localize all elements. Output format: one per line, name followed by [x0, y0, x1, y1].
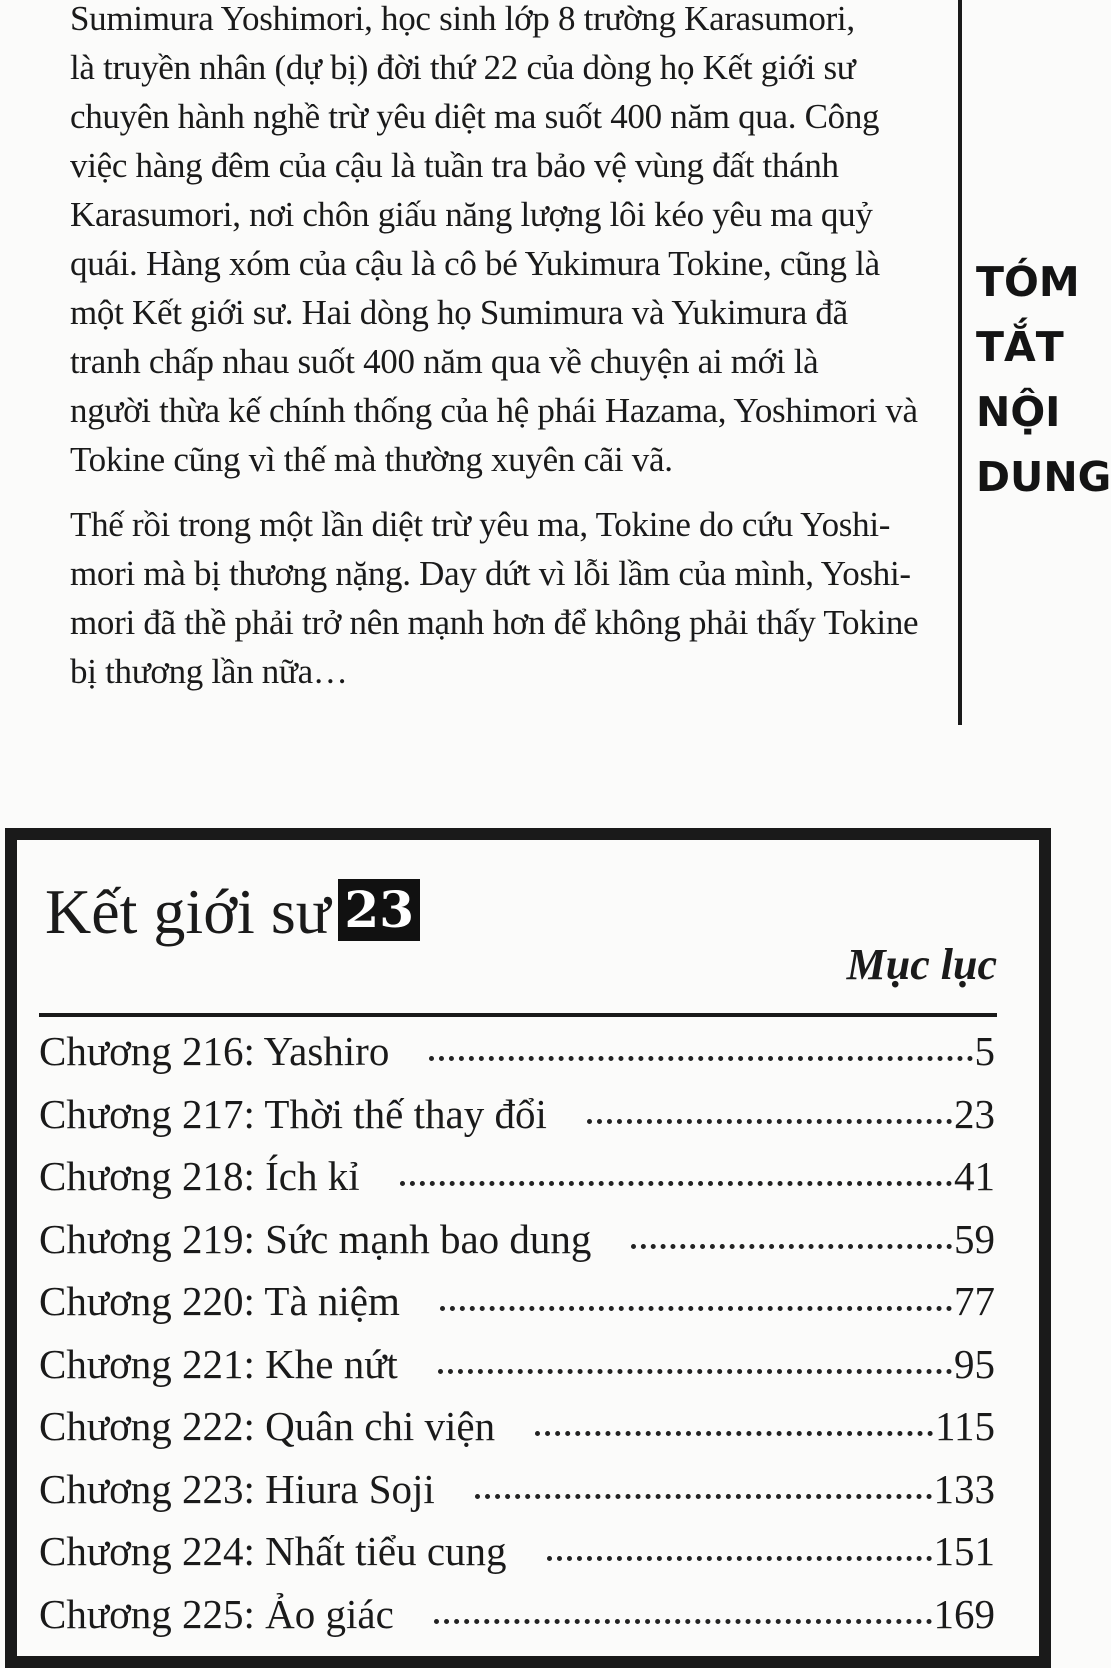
- page-number: 23: [954, 1090, 995, 1137]
- chapter-label: Chương 220: Tà niệm: [39, 1278, 400, 1324]
- synopsis-line: Tokine cũng vì thế mà thường xuyên cãi vã.: [70, 440, 673, 479]
- toc-row: [39, 1083, 995, 1146]
- page-number: 95: [954, 1340, 995, 1387]
- page-number: 169: [933, 1590, 995, 1637]
- toc-row: [39, 1020, 995, 1083]
- synopsis-line: Thế rồi trong một lần diệt trừ yêu ma, Tokine do cứu Yoshi-: [70, 505, 891, 544]
- synopsis-line: mori mà bị thương nặng. Day dứt vì lỗi lầm của mình, Yoshi-: [70, 554, 911, 593]
- page-number: 133: [933, 1465, 995, 1512]
- side-title: [976, 250, 1111, 510]
- toc-box: [5, 828, 1051, 1668]
- synopsis-line: chuyên hành nghề trừ yêu diệt ma suốt 400 năm qua. Công: [70, 97, 880, 136]
- page-number: 41: [954, 1153, 995, 1199]
- chapter-label: Chương 216: Yashiro: [39, 1028, 390, 1074]
- page-number: 115: [935, 1403, 995, 1449]
- dot-leader: [440, 1306, 952, 1311]
- synopsis-line: bị thương lần nữa…: [70, 652, 348, 691]
- chapter-label: Chương 218: Ích kỉ: [39, 1153, 360, 1199]
- dot-leader: [434, 1619, 932, 1624]
- toc-rule: [39, 1013, 997, 1017]
- toc-row: [39, 1333, 995, 1396]
- toc-row: [39, 1145, 995, 1208]
- dot-leader: [438, 1369, 952, 1374]
- synopsis-line: quái. Hàng xóm của cậu là cô bé Yukimura Tokine, cũng là: [70, 244, 880, 283]
- toc-row: [39, 1395, 995, 1458]
- page-number: 151: [933, 1528, 995, 1574]
- chapter-label: Chương 217: Thời thế thay đổi: [39, 1090, 547, 1137]
- synopsis-line: tranh chấp nhau suốt 400 năm qua về chuyện ai mới là: [70, 342, 819, 381]
- toc-heading: Mục lục: [846, 940, 997, 989]
- synopsis: [70, 0, 950, 696]
- dot-leader: [475, 1494, 932, 1499]
- chapter-label: Chương 221: Khe nứt: [39, 1340, 398, 1387]
- synopsis-line: một Kết giới sư. Hai dòng họ Sumimura và Yukimura đã: [70, 293, 848, 332]
- side-title-word: TẮT: [976, 323, 1064, 371]
- chapter-label: Chương 225: Ảo giác: [39, 1590, 394, 1637]
- synopsis-line: Karasumori, nơi chôn giấu năng lượng lôi kéo yêu ma quỷ: [70, 195, 873, 234]
- toc-row: [39, 1583, 995, 1646]
- synopsis-line: là truyền nhân (dự bị) đời thứ 22 của dòng họ Kết giới sư: [70, 48, 856, 87]
- dot-leader: [400, 1181, 952, 1186]
- page-number: 5: [974, 1028, 995, 1074]
- page-number: 77: [954, 1278, 995, 1324]
- dot-leader: [587, 1119, 952, 1124]
- toc-row: [39, 1208, 995, 1271]
- chapter-label: Chương 219: Sức mạnh bao dung: [39, 1215, 592, 1262]
- series-title-text: Kết giới sư: [45, 876, 331, 947]
- chapter-label: Chương 224: Nhất tiểu cung: [39, 1528, 507, 1574]
- page-number: 59: [954, 1215, 995, 1262]
- chapter-label: Chương 223: Hiura Soji: [39, 1465, 435, 1512]
- toc-row: [39, 1458, 995, 1521]
- side-title-word: NỘI: [976, 388, 1061, 436]
- side-title-word: DUNG: [976, 453, 1111, 501]
- chapter-label: Chương 222: Quân chi viện: [39, 1403, 496, 1449]
- toc-row: [39, 1270, 995, 1333]
- toc-list: [39, 1020, 995, 1645]
- toc-row: [39, 1520, 995, 1583]
- synopsis-line: Sumimura Yoshimori, học sinh lớp 8 trường Karasumori,: [70, 0, 855, 38]
- synopsis-line: việc hàng đêm của cậu là tuần tra bảo vệ vùng đất thánh: [70, 146, 839, 185]
- synopsis-line: mori đã thề phải trở nên mạnh hơn để không phải thấy Tokine: [70, 603, 919, 642]
- dot-leader: [547, 1556, 932, 1561]
- dot-leader: [535, 1431, 933, 1436]
- dot-leader: [631, 1244, 952, 1249]
- divider-line: [958, 0, 962, 725]
- synopsis-line: người thừa kế chính thống của hệ phái Hazama, Yoshimori và: [70, 391, 918, 430]
- series-title: [45, 872, 420, 952]
- side-title-word: TÓM: [976, 258, 1080, 306]
- volume-badge: 23: [338, 879, 420, 941]
- dot-leader: [429, 1056, 972, 1061]
